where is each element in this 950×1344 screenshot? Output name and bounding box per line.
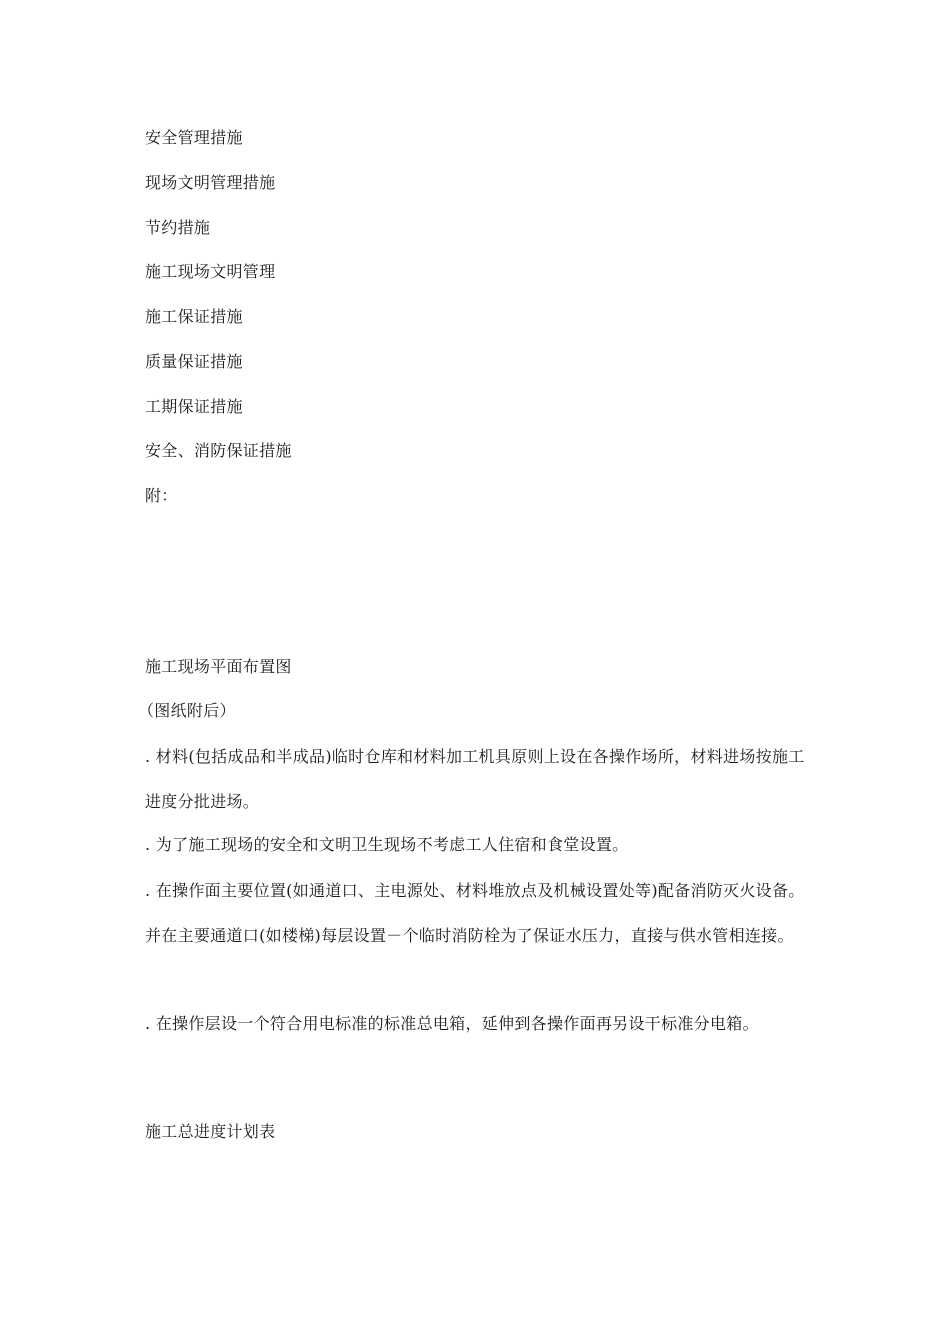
layout-item-materials: . 材料(包括成品和半成品)临时仓库和材料加工机具原则上设在各操作场所，材料进场按施工进度分批进场。 [145, 747, 805, 811]
toc-item-construction-site-civilization: 施工现场文明管理 [145, 262, 276, 281]
section-title-master-schedule: 施工总进度计划表 [145, 1122, 276, 1141]
toc-item-quality-guarantee: 质量保证措施 [145, 352, 243, 371]
section-title-site-layout: 施工现场平面布置图 [145, 657, 292, 676]
layout-item-safety-hygiene: . 为了施工现场的安全和文明卫生现场不考虑工人住宿和食堂设置。 [145, 835, 629, 854]
toc-item-appendix: 附： [145, 486, 178, 505]
drawing-note: （图纸附后） [138, 701, 236, 720]
toc-item-site-civilization: 现场文明管理措施 [145, 173, 276, 192]
toc-item-fire-safety-guarantee: 安全、消防保证措施 [145, 441, 292, 460]
layout-item-electric-box: . 在操作层设一个符合用电标准的标准总电箱，延伸到各操作面再另设干标准分电箱。 [145, 1014, 759, 1033]
toc-item-saving-measures: 节约措施 [145, 218, 211, 237]
toc-item-safety-management: 安全管理措施 [145, 128, 243, 147]
layout-item-fire-equipment: . 在操作面主要位置(如通道口、主电源处、材料堆放点及机械设置处等)配备消防灭火设备。并在主要通道口(如楼梯)每层设置－个临时消防栓为了保证水压力，直接与供水管相连接。 [145, 881, 805, 945]
toc-item-construction-guarantee: 施工保证措施 [145, 307, 243, 326]
toc-item-schedule-guarantee: 工期保证措施 [145, 397, 243, 416]
